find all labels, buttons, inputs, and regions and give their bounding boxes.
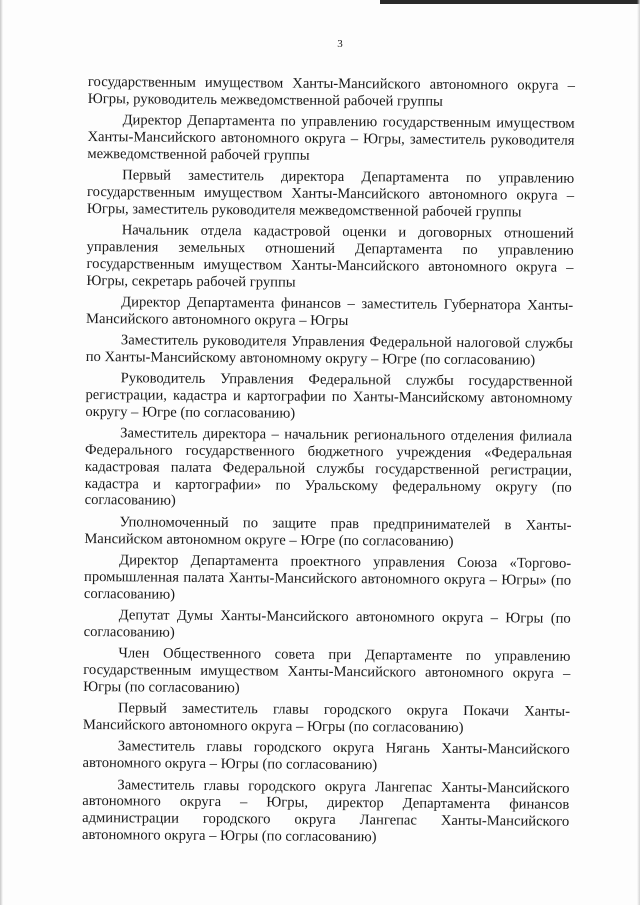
paragraph: Первый заместитель главы городского округа Покачи Ханты-Мансийского автономного округа – Югры (по согласованию) — [82, 700, 571, 736]
paragraph: Начальник отдела кадастровой оценки и договорных отношений управления земельных отношений Департамента по управлению государственным имуществом Ханты-Мансийского автономного округа – Югры, секретарь рабочей группы — [86, 222, 574, 291]
paragraph: Заместитель главы городского округа Лангепас Ханты-Мансийского автономного округа – Югры, директор Департамента финансов администрации городского округа Лангепас Ханты-Мансийского автономного округа – Югры (по согласованию) — [81, 776, 570, 846]
page-number: 3 — [337, 38, 343, 50]
paragraph: Директор Департамента по управлению государственным имуществом Ханты-Мансийского автономного округа – Югры, заместитель руководителя межведомственной рабочей группы — [87, 112, 575, 164]
paragraph: государственным имуществом Ханты-Мансийского автономного округа – Югры, руководитель межведомственной рабочей группы — [87, 74, 575, 110]
scan-edge-top — [380, 0, 640, 4]
document-body — [82, 74, 575, 852]
paragraph: Руководитель Управления Федеральной службы государственной регистрации, кадастра и картографии по Ханты-Мансийскому автономному округу – Югре (по согласованию) — [85, 370, 573, 422]
paragraph: Заместитель главы городского округа Нягань Ханты-Мансийского автономного округа – Югры (по согласованию) — [82, 738, 570, 774]
paragraph: Член Общественного совета при Департаменте по управлению государственным имуществом Ханты-Мансийского автономного округа – Югры (по согласованию) — [83, 645, 571, 697]
paragraph: Директор Департамента проектного управления Союза «Торгово-промышленная палата Ханты-Мансийского автономного округа – Югры» (по согласованию) — [83, 552, 572, 603]
paragraph: Заместитель директора – начальник регионального отделения филиала Федерального государственного бюджетного учреждения «Федеральная кадастровая палата Федеральной службы государственной регистрации, кадастра и картографии» по Уральскому федеральному округу (по согласованию) — [84, 425, 573, 510]
paragraph: Депутат Думы Ханты-Мансийского автономного округа – Югры (по согласованию) — [83, 607, 571, 641]
paragraph: Уполномоченный по защите прав предпринимателей в Ханты-Мансийском автономном округе – Югре (по согласованию) — [84, 514, 572, 550]
paragraph: Директор Департамента финансов – заместитель Губернатора Ханты-Мансийского автономного округа – Югры — [86, 294, 574, 329]
paragraph: Заместитель руководителя Управления Федеральной налоговой службы по Ханты-Мансийскому автономному округу – Югре (по согласованию) — [85, 332, 573, 369]
scan-edge-left — [0, 0, 3, 905]
paragraph: Первый заместитель директора Департамента по управлению государственным имуществом Ханты-Мансийского автономного округа – Югры, заместитель руководителя межведомственной рабочей группы — [86, 167, 575, 221]
